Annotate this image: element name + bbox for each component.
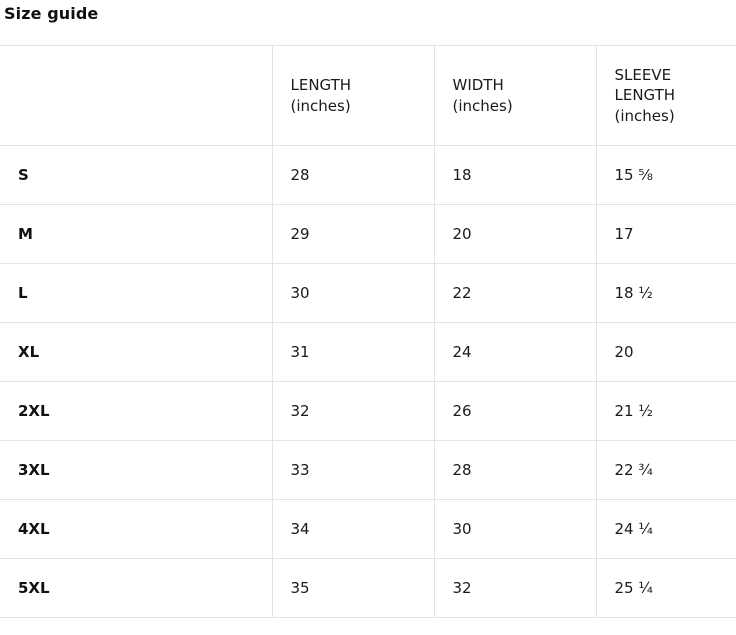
column-header-width-line1: WIDTH <box>452 76 504 95</box>
cell-width: 24 <box>434 323 596 382</box>
table-row <box>0 559 736 618</box>
cell-width: 20 <box>434 205 596 264</box>
table-body <box>0 146 736 618</box>
column-header-length <box>272 46 434 146</box>
column-header-length-line2: (inches) <box>290 96 351 115</box>
cell-length: 28 <box>272 146 434 205</box>
cell-length: 35 <box>272 559 434 618</box>
table-header-row <box>0 46 736 146</box>
table-row <box>0 500 736 559</box>
cell-length: 32 <box>272 382 434 441</box>
table-header <box>0 46 736 146</box>
size-guide-table <box>0 45 736 618</box>
table-row <box>0 441 736 500</box>
cell-width: 18 <box>434 146 596 205</box>
column-header-width <box>434 46 596 146</box>
cell-sleeve-length: 22 ¾ <box>596 441 736 500</box>
cell-length: 30 <box>272 264 434 323</box>
row-size-label: 4XL <box>0 500 272 559</box>
table-row <box>0 205 736 264</box>
cell-length: 29 <box>272 205 434 264</box>
cell-sleeve-length: 20 <box>596 323 736 382</box>
column-header-width-line2: (inches) <box>452 96 513 115</box>
cell-sleeve-length: 17 <box>596 205 736 264</box>
row-size-label: 3XL <box>0 441 272 500</box>
cell-sleeve-length: 18 ½ <box>596 264 736 323</box>
cell-sleeve-length: 25 ¼ <box>596 559 736 618</box>
cell-width: 22 <box>434 264 596 323</box>
table-row <box>0 146 736 205</box>
row-size-label: 2XL <box>0 382 272 441</box>
row-size-label: S <box>0 146 272 205</box>
cell-width: 30 <box>434 500 596 559</box>
cell-width: 26 <box>434 382 596 441</box>
row-size-label: L <box>0 264 272 323</box>
cell-width: 32 <box>434 559 596 618</box>
table-row <box>0 264 736 323</box>
cell-width: 28 <box>434 441 596 500</box>
row-size-label: XL <box>0 323 272 382</box>
column-header-length-line1: LENGTH <box>290 76 352 95</box>
column-header-sleeve-length <box>596 46 736 146</box>
table-corner-cell <box>0 46 272 146</box>
cell-sleeve-length: 15 ⅝ <box>596 146 736 205</box>
row-size-label: 5XL <box>0 559 272 618</box>
column-header-sleeve-length-line1: SLEEVE LENGTH <box>614 66 676 105</box>
cell-sleeve-length: 24 ¼ <box>596 500 736 559</box>
cell-length: 33 <box>272 441 434 500</box>
cell-length: 34 <box>272 500 434 559</box>
cell-sleeve-length: 21 ½ <box>596 382 736 441</box>
table-row <box>0 323 736 382</box>
page-title: Size guide <box>4 4 99 23</box>
table-row <box>0 382 736 441</box>
cell-length: 31 <box>272 323 434 382</box>
row-size-label: M <box>0 205 272 264</box>
column-header-sleeve-length-line2: (inches) <box>614 106 675 125</box>
